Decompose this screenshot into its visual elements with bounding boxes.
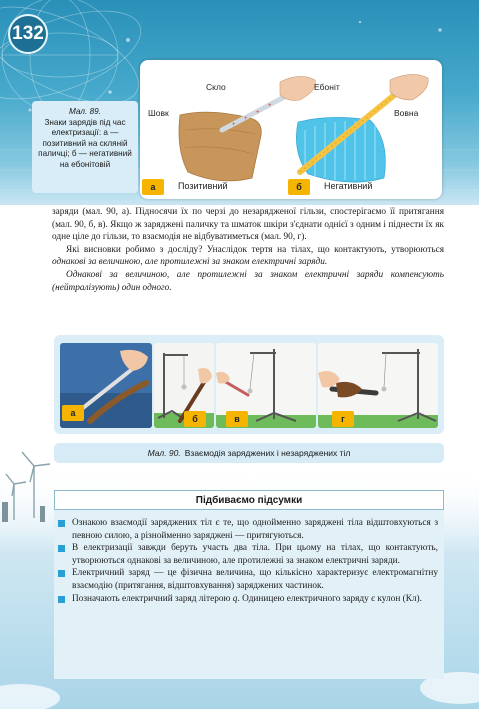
- paragraph-3: [52, 269, 444, 294]
- figure-90-caption-title: Мал. 90.: [147, 448, 181, 458]
- badge-a: а: [142, 179, 164, 195]
- summary-heading: Підбиваємо підсумки: [54, 490, 444, 510]
- summary-item: [58, 593, 438, 606]
- label-ebonite: Ебоніт: [314, 82, 340, 92]
- figure-90-caption: [54, 443, 444, 463]
- summary-item-text-end: . Одиницею електричного заряду є кулон (Кл).: [237, 593, 422, 604]
- badge-b: б: [288, 179, 310, 195]
- summary-item-text: Ознакою взаємодії заряджених тіл є те, що однойменно заряджені тіла відштовхуються з певною силою, а різнойменно заряджені — притягуються.: [72, 518, 438, 541]
- figure-90-photo-c: [216, 343, 316, 428]
- paragraph-3-emphasis: Однакові за величиною, але протилежні за знаком електричні заряди компенсують (нейтралізують) один одного.: [52, 269, 444, 293]
- figure-90-photo-d: [318, 343, 438, 428]
- figure-89-caption-text: Знаки зарядів під час електризації: а — позитивний на скляній паличці; б — негативний на ебонітовій: [38, 117, 132, 169]
- square-bullet-icon: [58, 596, 65, 603]
- figure-90-badge-b: б: [184, 411, 206, 427]
- summary-item: [58, 542, 438, 567]
- square-bullet-icon: [58, 545, 65, 552]
- svg-text:+: +: [256, 110, 260, 116]
- body-text: [52, 206, 444, 294]
- square-bullet-icon: [58, 570, 65, 577]
- figure-90-badge-c: в: [226, 411, 248, 427]
- paragraph-2-emphasis: однакові за величиною, але протилежні за знаком електричні заряди.: [52, 257, 328, 268]
- figure-89-caption-title: Мал. 89.: [69, 107, 101, 116]
- figure-90-badge-a: а: [62, 405, 84, 421]
- paragraph-2-text: Які висновки робимо з досліду? Унаслідок тертя на тілах, що контактують, утворюються: [66, 244, 444, 255]
- summary-item: [58, 567, 438, 592]
- square-bullet-icon: [58, 520, 65, 527]
- paragraph-1: заряди (мал. 90, а). Підносячи їх по черзі до незарядженої гільзи, спостерігаємо її притягання (мал. 90, б, в). Якщо ж заряджені паличку та шматок шкіри з'єднати однієї з одним і піднести їх як одне ціле до гільзи, то взаємодія не відбуватиметься (мал. 90, г).: [52, 207, 444, 243]
- svg-text:+: +: [244, 116, 248, 122]
- paragraph-2: [52, 244, 444, 269]
- figure-90-photo-a: [60, 343, 152, 428]
- svg-text:+: +: [232, 122, 236, 128]
- summary-item: [58, 517, 438, 542]
- label-positive: Позитивний: [178, 181, 228, 191]
- figure-90-badge-d: г: [332, 411, 354, 427]
- figure-90-caption-text: Взаємодія заряджених і незаряджених тіл: [184, 448, 351, 458]
- svg-text:+: +: [268, 103, 272, 109]
- summary-item-text: В електризації завжди беруть участь два тіла. При цьому на тілах, що контактують, утворюються однакові за величиною, але протилежні за знаком електричні заряди.: [72, 543, 438, 566]
- page-number: 132: [8, 14, 48, 54]
- summary-item-text-start: Позначають електричний заряд літерою: [72, 593, 233, 604]
- label-wool: Вовна: [394, 108, 419, 118]
- label-silk: Шовк: [148, 108, 169, 118]
- charge-symbol: q: [232, 593, 238, 604]
- figure-89-caption: [32, 101, 138, 193]
- figure-89: [140, 60, 442, 199]
- summary-list: [58, 517, 438, 605]
- summary-item-text: Електричний заряд — це фізична величина, що кількісно характеризує електромагнітну взаємодію (притягання, відштовхування) заряджених частинок.: [72, 568, 438, 591]
- figure-90-photo-b: [154, 343, 214, 428]
- label-glass: Скло: [206, 82, 226, 92]
- label-negative: Негативний: [324, 181, 373, 191]
